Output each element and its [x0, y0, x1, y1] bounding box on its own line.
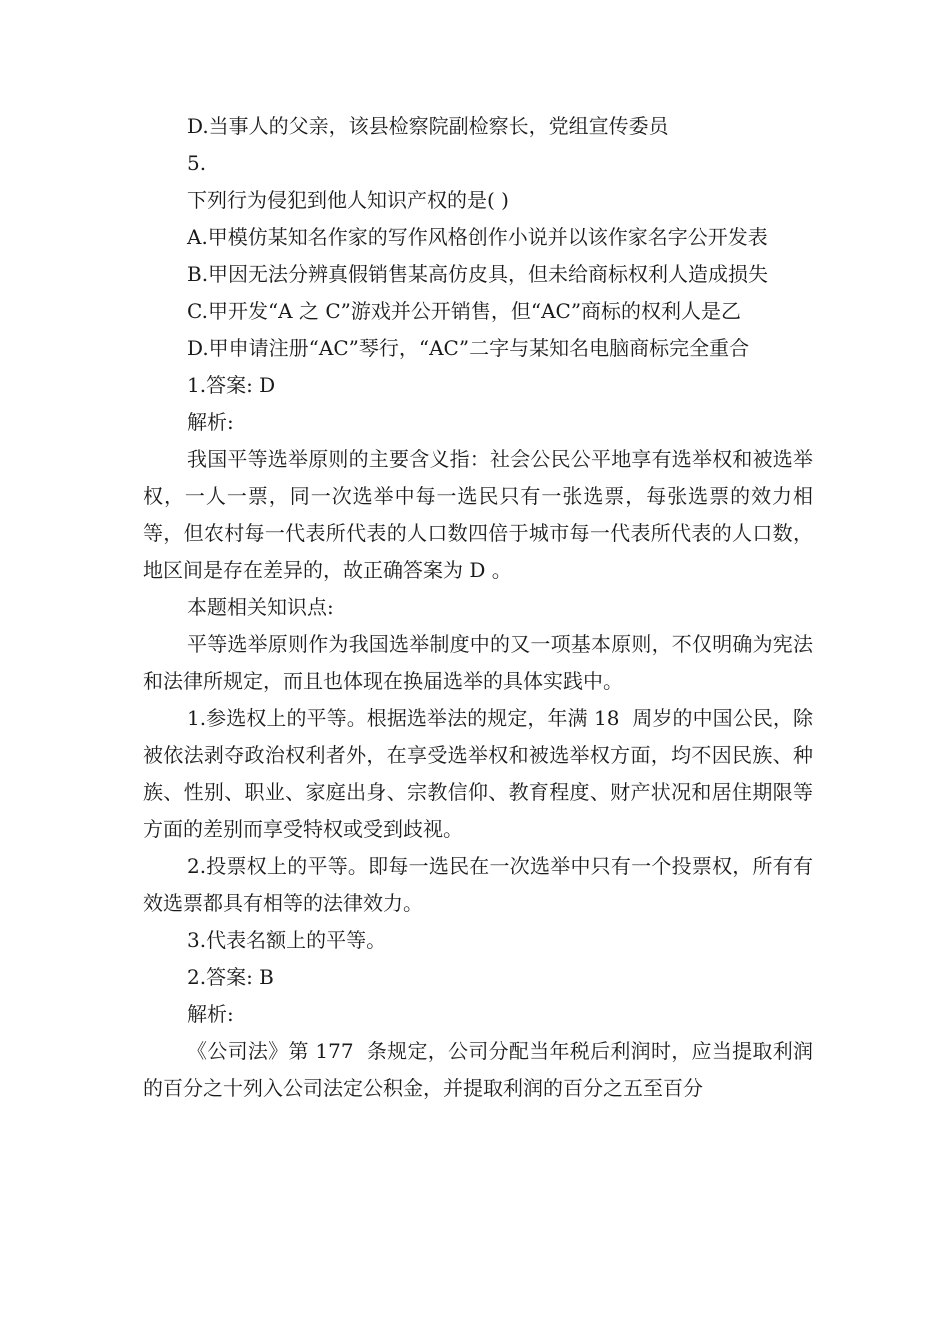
knowledge-point-1: 1.参选权上的平等。根据选举法的规定，年满 18 周岁的中国公民，除被依法剥夺政治权利者外，在享受选举权和被选举权方面，均不因民族、种族、性别、职业、家庭出身、宗教信仰、教育程度、财产状况和居住期限等方面的差别而享受特权或受到歧视。 [143, 706, 813, 841]
question-5-option-a: A.甲模仿某知名作家的写作风格创作小说并以该作家名字公开发表 [187, 225, 768, 249]
answer-1: 1.答案: D [187, 373, 276, 397]
question-5-option-c: C.甲开发“A 之 C”游戏并公开销售，但“AC”商标的权利人是乙 [187, 299, 742, 323]
question-5-option-d: D.甲申请注册“AC”琴行，“AC”二字与某知名电脑商标完全重合 [187, 336, 750, 360]
document-body [143, 108, 813, 1107]
analysis-1-paragraph: 我国平等选举原则的主要含义指：社会公民公平地享有选举权和被选举权，一人一票，同一次选举中每一选民只有一张选票，每张选票的效力相等，但农村每一代表所代表的人口数四倍于城市每一代表所代表的人口数，地区间是存在差异的，故正确答案为 D 。 [143, 447, 813, 582]
knowledge-points-heading: 本题相关知识点: [187, 595, 334, 619]
knowledge-point-2: 2.投票权上的平等。即每一选民在一次选举中只有一个投票权，所有有效选票都具有相等的法律效力。 [143, 854, 813, 915]
analysis-label-1: 解析: [187, 410, 234, 434]
answer-2: 2.答案: B [187, 965, 274, 989]
option-d-prev-question: D.当事人的父亲，该县检察院副检察长，党组宣传委员 [187, 114, 669, 138]
knowledge-paragraph-intro: 平等选举原则作为我国选举制度中的又一项基本原则，不仅明确为宪法和法律所规定，而且也体现在换届选举的具体实践中。 [143, 632, 813, 693]
question-5-stem: 下列行为侵犯到他人知识产权的是( ) [187, 188, 509, 212]
question-number-5: 5. [187, 151, 207, 175]
question-5-option-b: B.甲因无法分辨真假销售某高仿皮具，但未给商标权利人造成损失 [187, 262, 769, 286]
analysis-2-paragraph: 《公司法》第 177 条规定，公司分配当年税后利润时，应当提取利润的百分之十列入公司法定公积金，并提取利润的百分之五至百分 [143, 1039, 813, 1100]
knowledge-point-3: 3.代表名额上的平等。 [187, 928, 387, 952]
analysis-label-2: 解析: [187, 1002, 234, 1026]
